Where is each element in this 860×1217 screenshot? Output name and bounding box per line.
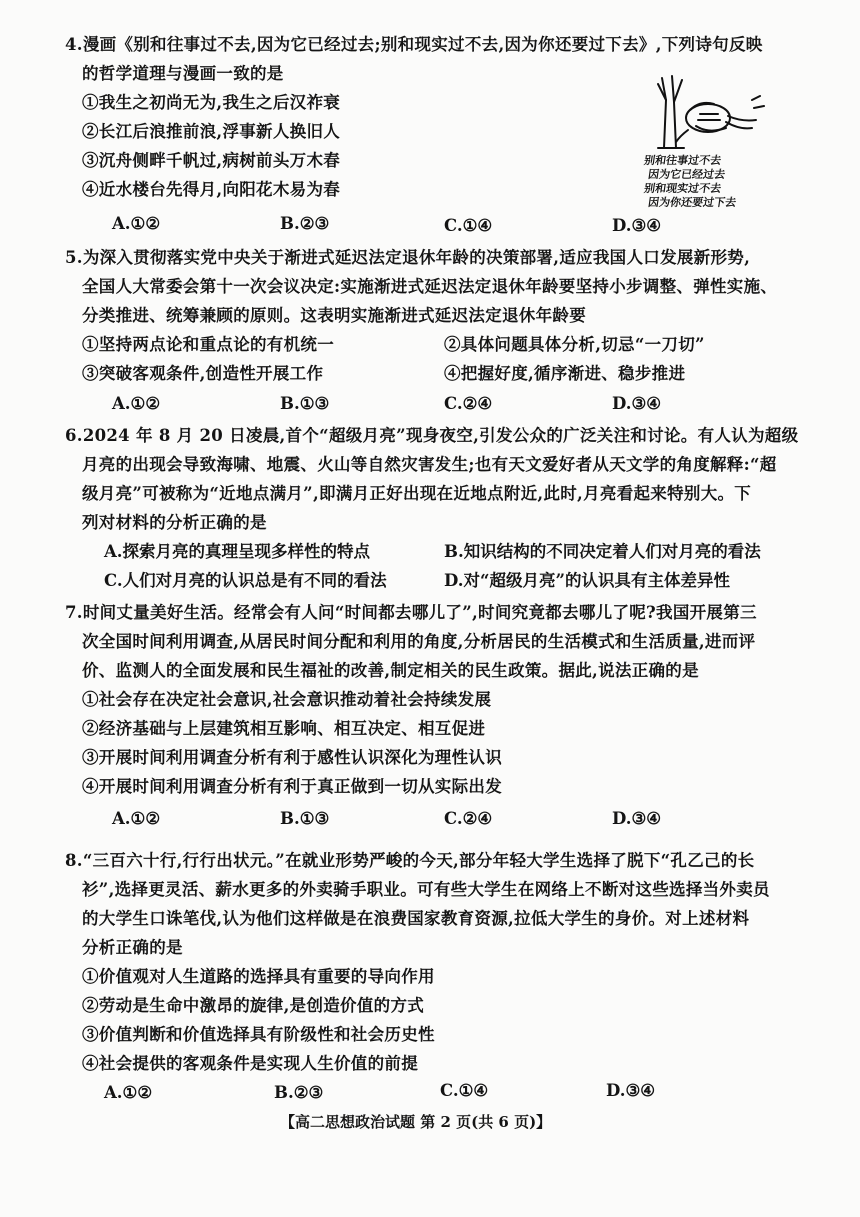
q4-item-4: ④近水楼台先得月,向阳花木易为春	[82, 180, 341, 199]
q7-choice-c: C.②④	[444, 809, 493, 828]
q8-choice-b: B.②③	[274, 1083, 324, 1102]
comic-caption-1: 别和往事过不去	[643, 154, 722, 167]
q5-choice-c: C.②④	[444, 394, 493, 413]
q7-item-3: ③开展时间利用调查分析有利于感性认识深化为理性认识	[82, 748, 502, 767]
q8-stem-line3: 的大学生口诛笔伐,认为他们这样做是在浪费国家教育资源,拉低大学生的身价。对上述材料	[82, 909, 750, 928]
q8-choice-d: D.③④	[606, 1081, 656, 1100]
q5-choice-b: B.①③	[280, 394, 330, 413]
q8-item-4: ④社会提供的客观条件是实现人生价值的前提	[82, 1054, 418, 1073]
q7-item-1: ①社会存在决定社会意识,社会意识推动着社会持续发展	[82, 690, 492, 709]
comic-drawing	[640, 70, 772, 150]
q5-item-1: ①坚持两点论和重点论的有机统一	[82, 335, 334, 354]
comic-caption-2: 因为它已经过去	[647, 168, 726, 181]
q5-stem-line1: 5.为深入贯彻落实党中央关于渐进式延迟法定退休年龄的决策部署,适应我国人口发展新形势,	[65, 248, 751, 267]
comic-illustration	[640, 70, 772, 215]
q4-item-3: ③沉舟侧畔千帆过,病树前头万木春	[82, 151, 341, 170]
q6-stem-line4: 列对材料的分析正确的是	[82, 513, 267, 532]
q7-stem-line1: 7.时间丈量美好生活。经常会有人问“时间都去哪儿了”,时间究竟都去哪儿了呢?我国开展第三	[65, 603, 757, 622]
q4-choice-d: D.③④	[612, 216, 662, 235]
q8-item-3: ③价值判断和价值选择具有阶级性和社会历史性	[82, 1025, 435, 1044]
comic-caption-4: 因为你还要过下去	[647, 196, 737, 209]
q4-choice-c: C.①④	[444, 216, 493, 235]
q4-choice-a: A.①②	[112, 214, 161, 233]
q7-stem-line2: 次全国时间利用调查,从居民时间分配和利用的角度,分析居民的生活模式和生活质量,进而评	[82, 632, 756, 651]
q7-choice-b: B.①③	[280, 809, 330, 828]
q6-stem-line3: 级月亮”可被称为“近地点满月”,即满月正好出现在近地点附近,此时,月亮看起来特别大。下	[82, 484, 752, 503]
q5-item-3: ③突破客观条件,创造性开展工作	[82, 364, 324, 383]
q4-choice-b: B.②③	[280, 214, 330, 233]
q5-stem-line2: 全国人大常委会第十一次会议决定:实施渐进式延迟法定退休年龄要坚持小步调整、弹性实施、	[82, 277, 778, 296]
q7-choice-a: A.①②	[112, 809, 161, 828]
q6-stem-line1: 6.2024 年 8 月 20 日凌晨,首个“超级月亮”现身夜空,引发公众的广泛关注和讨论。有人认为超级	[65, 426, 799, 445]
q7-item-2: ②经济基础与上层建筑相互影响、相互决定、相互促进	[82, 719, 486, 738]
q5-choice-d: D.③④	[612, 394, 662, 413]
q5-item-4: ④把握好度,循序渐进、稳步推进	[444, 364, 686, 383]
q5-stem-line3: 分类推进、统筹兼顾的原则。这表明实施渐进式延迟法定退休年龄要	[82, 306, 586, 325]
q7-choice-d: D.③④	[612, 809, 662, 828]
q5-item-2: ②具体问题具体分析,切忌“一刀切”	[444, 335, 705, 354]
q8-choice-a: A.①②	[104, 1083, 153, 1102]
comic-caption-3: 别和现实过不去	[643, 182, 722, 195]
q7-item-4: ④开展时间利用调查分析有利于真正做到一切从实际出发	[82, 777, 502, 796]
q8-choice-c: C.①④	[440, 1081, 489, 1100]
page-footer: 【高二思想政治试题 第 2 页(共 6 页)】	[280, 1113, 552, 1131]
q8-item-2: ②劳动是生命中激昂的旋律,是创造价值的方式	[82, 996, 425, 1015]
q4-stem-line1: 4.漫画《别和往事过不去,因为它已经过去;别和现实过不去,因为你还要过下去》,下列诗句反映	[65, 35, 763, 54]
q6-choice-d: D.对“超级月亮”的认识具有主体差异性	[444, 571, 730, 590]
q4-item-1: ①我生之初尚无为,我生之后汉祚衰	[82, 93, 341, 112]
q4-stem-line2: 的哲学道理与漫画一致的是	[82, 64, 284, 83]
q5-choice-a: A.①②	[112, 394, 161, 413]
q6-choice-c: C.人们对月亮的认识总是有不同的看法	[104, 571, 387, 590]
q8-stem-line2: 衫”,选择更灵活、薪水更多的外卖骑手职业。可有些大学生在网络上不断对这些选择当外卖员	[82, 880, 770, 899]
q8-stem-line4: 分析正确的是	[82, 938, 183, 957]
q6-choice-a: A.探索月亮的真理呈现多样性的特点	[104, 542, 371, 561]
q4-item-2: ②长江后浪推前浪,浮事新人换旧人	[82, 122, 341, 141]
q6-choice-b: B.知识结构的不同决定着人们对月亮的看法	[444, 542, 761, 561]
q8-item-1: ①价值观对人生道路的选择具有重要的导向作用	[82, 967, 435, 986]
q6-stem-line2: 月亮的出现会导致海啸、地震、火山等自然灾害发生;也有天文爱好者从天文学的角度解释:“超	[82, 455, 777, 474]
q8-stem-line1: 8.“三百六十行,行行出状元。”在就业形势严峻的今天,部分年轻大学生选择了脱下“孔乙己的长	[65, 851, 755, 870]
q7-stem-line3: 价、监测人的全面发展和民生福祉的改善,制定相关的民生政策。据此,说法正确的是	[82, 661, 699, 680]
